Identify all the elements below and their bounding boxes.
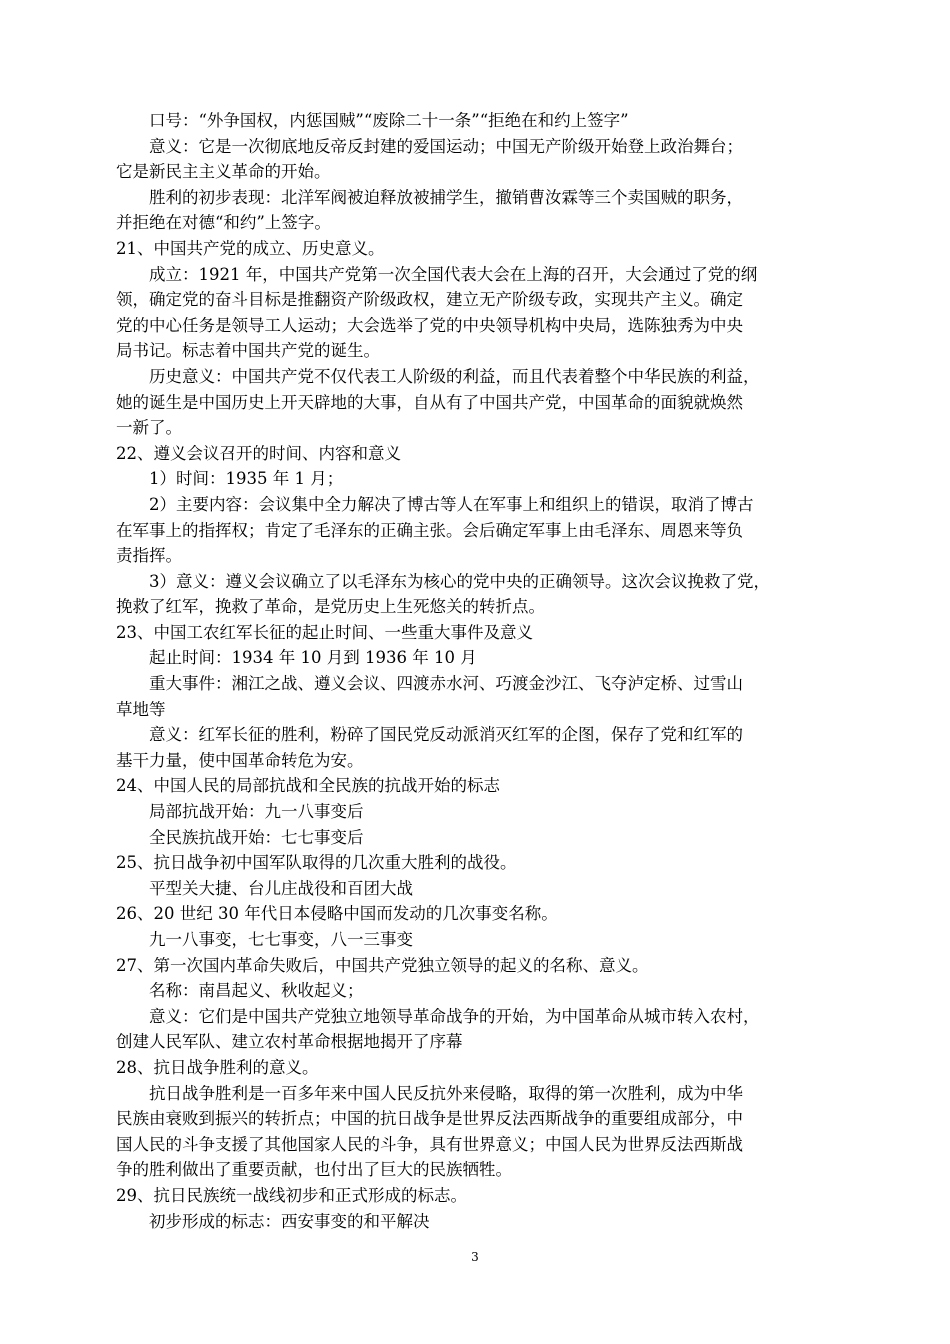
text-line: 名称：南昌起义、秋收起义； xyxy=(149,981,364,1001)
text-line: 她的诞生是中国历史上开天辟地的大事，自从有了中国共产党，中国革命的面貌就焕然 xyxy=(116,392,743,412)
text-line: 九一八事变，七七事变，八一三事变 xyxy=(149,930,413,949)
text-line: 争的胜利做出了重要贡献，也付出了巨大的民族牺牲。 xyxy=(116,1160,512,1180)
text-line: 意义：它是一次彻底地反帝反封建的爱国运动；中国无产阶级开始登上政治舞台； xyxy=(149,136,743,156)
text-line: 一新了。 xyxy=(116,418,182,438)
text-line: 历史意义：中国共产党不仅代表工人阶级的利益，而且代表着整个中华民族的利益， xyxy=(149,366,760,386)
text-line: 平型关大捷、台儿庄战役和百团大战 xyxy=(149,878,413,898)
text-line: 重大事件：湘江之战、遵义会议、四渡赤水河、巧渡金沙江、飞夺泸定桥、过雪山 xyxy=(149,674,743,694)
text-line: 初步形成的标志：西安事变的和平解决 xyxy=(149,1211,430,1231)
text-line: 意义：红军长征的胜利，粉碎了国民党反动派消灭红军的企图，保存了党和红军的 xyxy=(149,725,743,745)
text-line: 胜利的初步表现：北洋军阀被迫释放被捕学生，撤销曹汝霖等三个卖国贼的职务， xyxy=(149,187,743,207)
text-line: 28、抗日战争胜利的意义。 xyxy=(116,1057,319,1077)
text-line: 22、遵义会议召开的时间、内容和意义 xyxy=(116,443,401,463)
text-line: 3）意义：遵义会议确立了以毛泽东为核心的党中央的正确领导。这次会议挽救了党， xyxy=(149,571,770,591)
text-line: 基干力量，使中国革命转危为安。 xyxy=(116,750,364,770)
text-line: 27、第一次国内革命失败后，中国共产党独立领导的起义的名称、意义。 xyxy=(116,955,649,975)
text-line: 创建人民军队、建立农村革命根据地揭开了序幕 xyxy=(116,1032,463,1052)
text-line: 民族由衰败到振兴的转折点；中国的抗日战争是世界反法西斯战争的重要组成部分，中 xyxy=(116,1109,743,1129)
text-line: 党的中心任务是领导工人运动；大会选举了党的中央领导机构中央局，选陈独秀为中央 xyxy=(116,315,743,335)
text-line: 抗日战争胜利是一百多年来中国人民反抗外来侵略，取得的第一次胜利，成为中华 xyxy=(149,1083,743,1103)
text-line: 起止时间：1934 年 10 月到 1936 年 10 月 xyxy=(149,648,477,668)
text-line: 国人民的斗争支援了其他国家人民的斗争，具有世界意义；中国人民为世界反法西斯战 xyxy=(116,1134,743,1154)
text-line: 29、抗日民族统一战线初步和正式形成的标志。 xyxy=(116,1185,467,1205)
text-line: 口号：“外争国权，内惩国贼”“废除二十一条”“拒绝在和约上签字” xyxy=(149,111,629,130)
text-line: 成立：1921 年，中国共产党第一次全国代表大会在上海的召开，大会通过了党的纲 xyxy=(149,264,758,284)
text-line: 2）主要内容：会议集中全力解决了博古等人在军事上和组织上的错误，取消了博古 xyxy=(149,494,754,514)
text-line: 草地等 xyxy=(116,699,166,719)
text-line: 1）时间：1935 年 1 月； xyxy=(149,469,344,489)
text-line: 在军事上的指挥权；肯定了毛泽东的正确主张。会后确定军事上由毛泽东、周恩来等负 xyxy=(116,520,743,540)
text-line: 21、中国共产党的成立、历史意义。 xyxy=(116,238,385,258)
text-line: 25、抗日战争初中国军队取得的几次重大胜利的战役。 xyxy=(116,853,517,873)
text-line: 意义：它们是中国共产党独立地领导革命战争的开始，为中国革命从城市转入农村， xyxy=(149,1006,760,1026)
text-line: 26、20 世纪 30 年代日本侵略中国而发动的几次事变名称。 xyxy=(116,904,558,924)
text-line: 责指挥。 xyxy=(116,546,182,566)
text-line: 挽救了红军，挽救了革命，是党历史上生死悠关的转折点。 xyxy=(116,597,545,617)
text-line: 全民族抗战开始：七七事变后 xyxy=(149,827,364,847)
text-line: 领，确定党的奋斗目标是推翻资产阶级政权，建立无产阶级专政，实现共产主义。确定 xyxy=(116,290,743,310)
text-line: 局书记。标志着中国共产党的诞生。 xyxy=(116,341,380,361)
document-body xyxy=(116,108,838,1234)
text-line: 24、中国人民的局部抗战和全民族的抗战开始的标志 xyxy=(116,776,500,796)
text-line: 它是新民主主义革命的开始。 xyxy=(116,162,331,182)
page-number: 3 xyxy=(471,1250,479,1264)
text-line: 23、中国工农红军长征的起止时间、一些重大事件及意义 xyxy=(116,622,533,642)
text-line: 局部抗战开始：九一八事变后 xyxy=(149,802,364,822)
text-line: 并拒绝在对德“和约”上签字。 xyxy=(116,213,331,233)
